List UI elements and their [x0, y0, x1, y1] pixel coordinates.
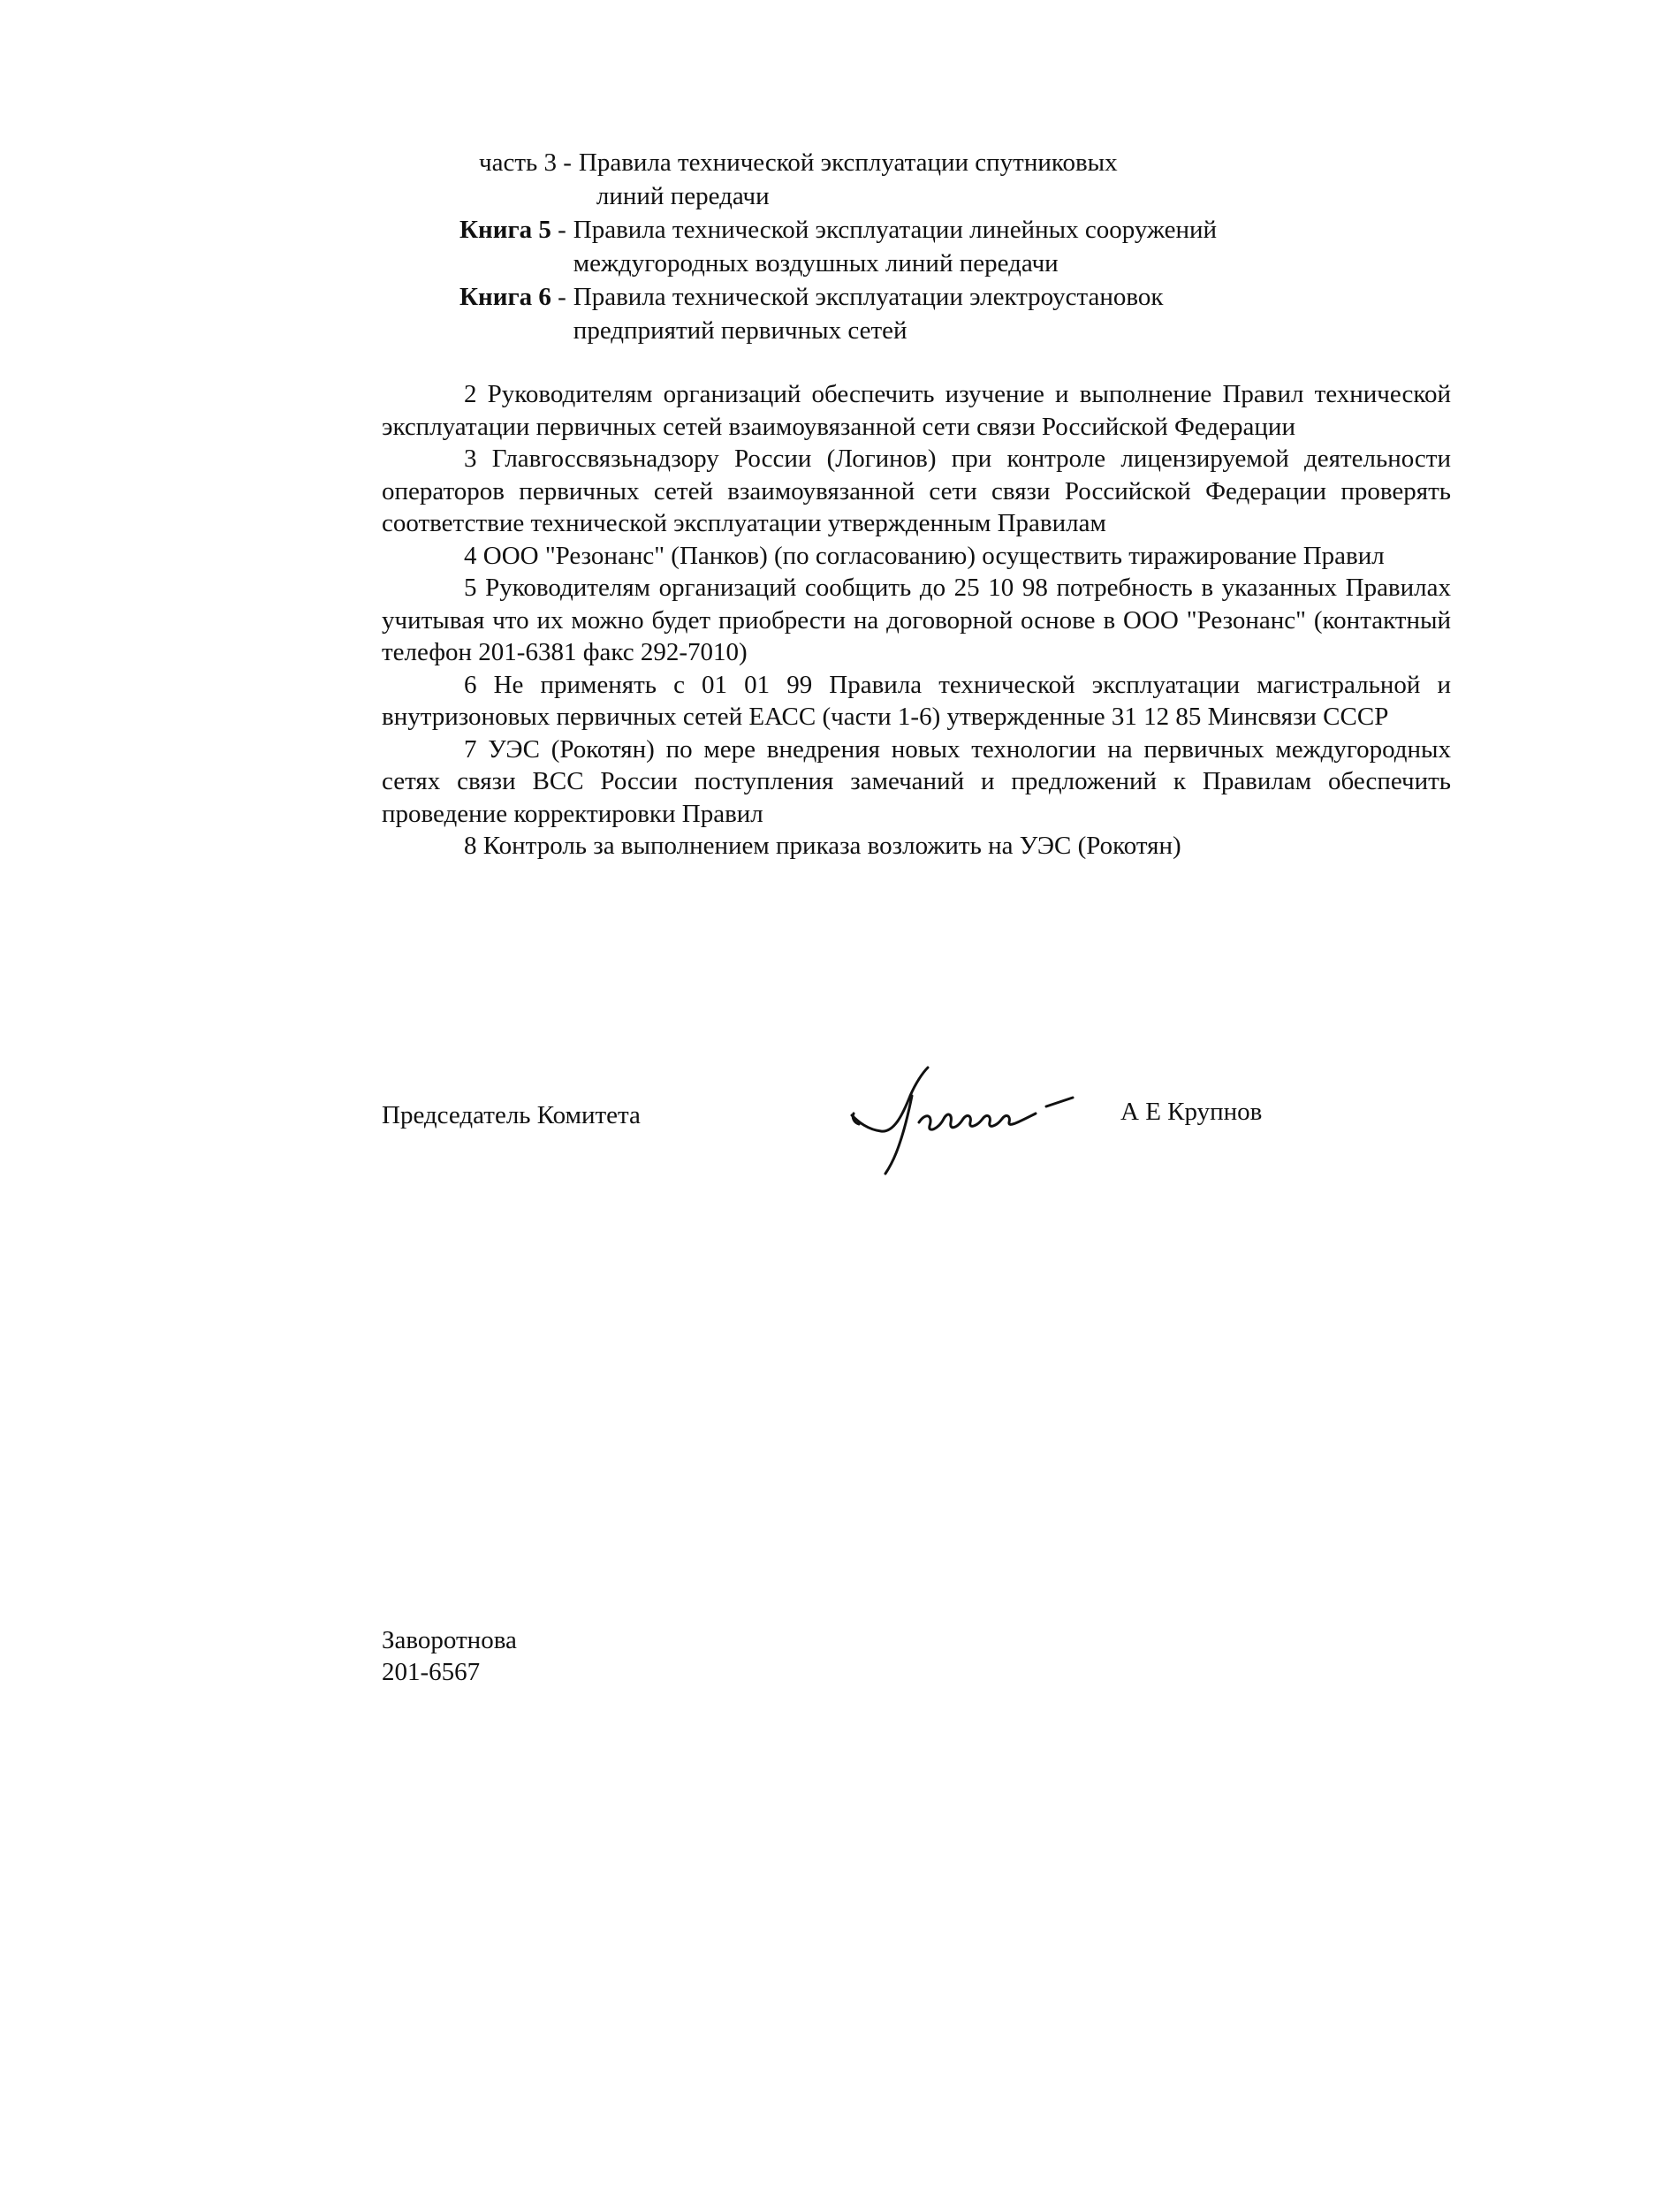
paragraph: 2 Руководителям организаций обеспечить изучение и выполнение Правил технической эксплуатации первичных сетей взаимоувязанной сети связи Российской Федерации	[382, 380, 1451, 441]
paragraph: 7 УЭС (Рокотян) по мере внедрения новых технологии на первичных междугородных сетях связи ВСС России поступления замечаний и предложений к Правилам обеспечить проведение корректировки Правил	[382, 734, 1451, 828]
book-title-line: Правила технической эксплуатации линейных сооружений	[573, 216, 1218, 244]
book-titles	[579, 146, 1476, 213]
paragraph: 6 Не применять с 01 01 99 Правила технической эксплуатации магистральной и внутризоновых первичных сетей ЕАСС (части 1-6) утвержденные 31 12 85 Минсвязи СССР	[382, 670, 1451, 731]
order-paragraphs	[382, 378, 1451, 863]
book-prefix-text: часть 3 -	[479, 148, 572, 177]
book-title-line: линий передачи	[596, 182, 770, 210]
book-entry	[459, 213, 1476, 280]
signature-block	[382, 1060, 1442, 1184]
book-titles	[573, 213, 1476, 280]
book-title-line: Правила технической эксплуатации электроустановок	[573, 283, 1164, 311]
book-prefix	[459, 213, 573, 280]
book-number: Книга 6	[459, 283, 551, 311]
book-title-line: междугородных воздушных линий передачи	[573, 249, 1059, 277]
signer-role: Председатель Комитета	[382, 1101, 641, 1129]
paragraph: 5 Руководителям организаций сообщить до 25 10 98 потребность в указанных Правилах учитывая что их можно будет приобрести на договорной основе в ООО "Резонанс" (контактный телефон 201-6381 факс 292-7010)	[382, 574, 1451, 666]
signer-name: А Е Крупнов	[1120, 1098, 1263, 1126]
paragraph: 4 ООО "Резонанс" (Панков) (по согласованию) осуществить тиражирование Правил	[464, 541, 1385, 570]
book-list	[459, 146, 1476, 347]
handwritten-signature	[841, 1060, 1106, 1175]
executor-name: Заворотнова	[382, 1626, 517, 1654]
book-title-line: Правила технической эксплуатации спутниковых	[578, 148, 1118, 177]
book-prefix	[459, 146, 579, 213]
book-title-line: предприятий первичных сетей	[573, 316, 907, 345]
book-entry	[459, 280, 1476, 347]
executor-block	[382, 1624, 517, 1688]
paragraph: 8 Контроль за выполнением приказа возложить на УЭС (Рокотян)	[464, 832, 1181, 860]
book-entry	[459, 146, 1476, 213]
book-number: Книга 5	[459, 216, 551, 244]
paragraph: 3 Главгоссвязьнадзору России (Логинов) при контроле лицензируемой деятельности операторов первичных сетей взаимоувязанной сети связи Российской Федерации проверять соответствие технической эксплуатации утвержденным Правилам	[382, 445, 1451, 537]
book-titles	[573, 280, 1476, 347]
executor-phone: 201-6567	[382, 1658, 481, 1686]
book-prefix-text: -	[551, 283, 566, 311]
book-prefix-text: -	[551, 216, 566, 244]
book-prefix	[459, 280, 573, 347]
